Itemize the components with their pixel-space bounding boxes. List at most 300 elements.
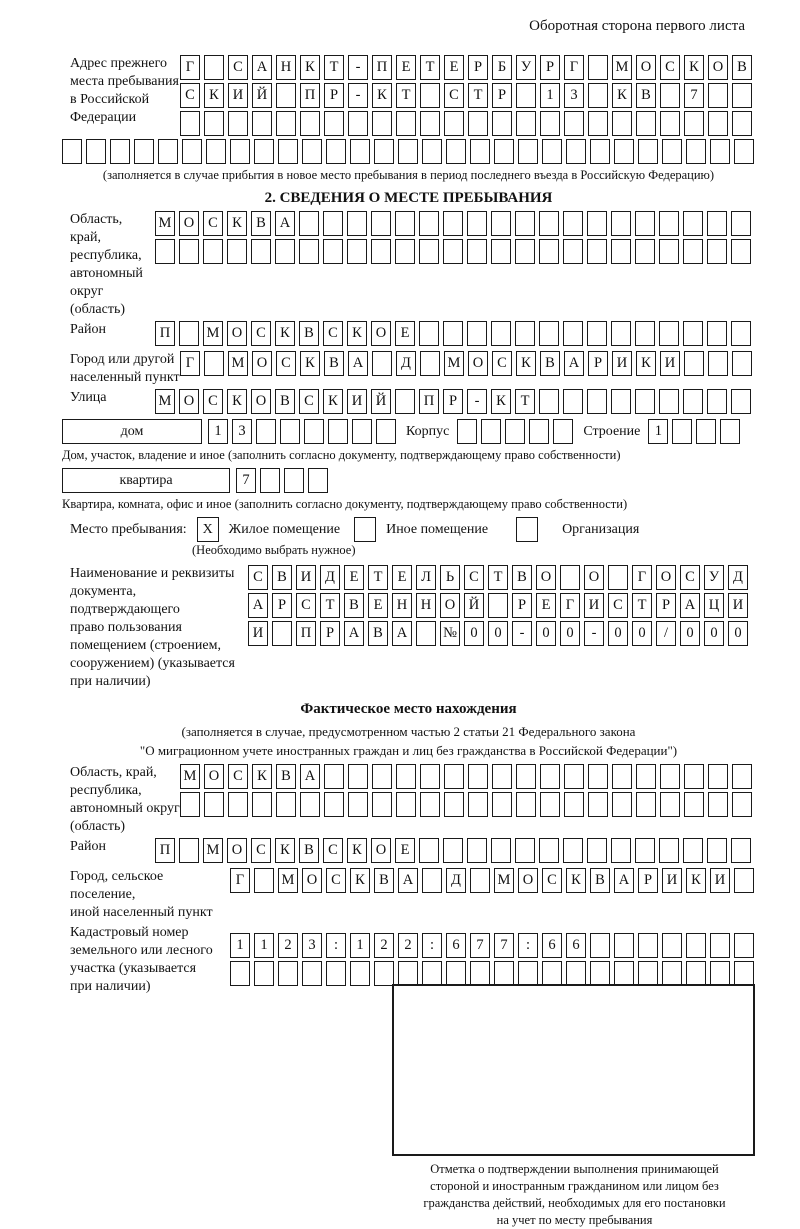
char-cell[interactable] xyxy=(468,764,488,789)
char-cell[interactable] xyxy=(540,764,560,789)
char-cell[interactable]: 1 xyxy=(540,83,560,108)
char-cell[interactable]: 0 xyxy=(728,621,748,646)
char-cell[interactable] xyxy=(588,792,608,817)
char-cell[interactable]: 0 xyxy=(464,621,484,646)
char-cell[interactable] xyxy=(638,961,658,986)
char-cell[interactable] xyxy=(566,139,586,164)
char-cell[interactable] xyxy=(278,961,298,986)
char-cell[interactable] xyxy=(272,621,292,646)
document-row-3[interactable] xyxy=(248,621,755,646)
char-cell[interactable]: А xyxy=(348,351,368,376)
prev-address-row-4[interactable] xyxy=(62,139,755,164)
char-cell[interactable] xyxy=(422,139,442,164)
char-cell[interactable] xyxy=(492,111,512,136)
char-cell[interactable]: О xyxy=(204,764,224,789)
char-cell[interactable]: С xyxy=(276,351,296,376)
char-cell[interactable]: К xyxy=(516,351,536,376)
char-cell[interactable]: В xyxy=(512,565,532,590)
korpus-boxes[interactable] xyxy=(457,419,577,444)
char-cell[interactable] xyxy=(228,792,248,817)
char-cell[interactable] xyxy=(683,239,703,264)
char-cell[interactable] xyxy=(529,419,549,444)
char-cell[interactable]: В xyxy=(344,593,364,618)
char-cell[interactable]: Р xyxy=(324,83,344,108)
char-cell[interactable]: В xyxy=(276,764,296,789)
char-cell[interactable] xyxy=(707,389,727,414)
char-cell[interactable]: Г xyxy=(180,351,200,376)
char-cell[interactable] xyxy=(611,211,631,236)
char-cell[interactable]: Т xyxy=(368,565,388,590)
char-cell[interactable]: П xyxy=(155,838,175,863)
char-cell[interactable]: : xyxy=(518,933,538,958)
char-cell[interactable] xyxy=(588,111,608,136)
char-cell[interactable] xyxy=(540,792,560,817)
char-cell[interactable] xyxy=(731,211,751,236)
char-cell[interactable] xyxy=(347,239,367,264)
char-cell[interactable]: Ь xyxy=(440,565,460,590)
char-cell[interactable] xyxy=(302,961,322,986)
char-cell[interactable] xyxy=(686,933,706,958)
char-cell[interactable]: А xyxy=(680,593,700,618)
char-cell[interactable]: С xyxy=(492,351,512,376)
checkbox-residential[interactable]: X xyxy=(197,517,219,542)
char-cell[interactable]: Н xyxy=(416,593,436,618)
char-cell[interactable]: В xyxy=(374,868,394,893)
char-cell[interactable]: О xyxy=(302,868,322,893)
char-cell[interactable]: П xyxy=(372,55,392,80)
char-cell[interactable]: С xyxy=(228,55,248,80)
char-cell[interactable] xyxy=(443,321,463,346)
char-cell[interactable] xyxy=(304,419,324,444)
char-cell[interactable] xyxy=(635,321,655,346)
char-cell[interactable] xyxy=(420,111,440,136)
document-row-1[interactable] xyxy=(248,565,755,590)
char-cell[interactable]: А xyxy=(564,351,584,376)
char-cell[interactable]: П xyxy=(155,321,175,346)
char-cell[interactable] xyxy=(612,764,632,789)
char-cell[interactable] xyxy=(518,961,538,986)
char-cell[interactable]: Е xyxy=(368,593,388,618)
char-cell[interactable] xyxy=(396,764,416,789)
char-cell[interactable] xyxy=(491,321,511,346)
char-cell[interactable] xyxy=(588,764,608,789)
char-cell[interactable] xyxy=(395,239,415,264)
char-cell[interactable]: - xyxy=(512,621,532,646)
char-cell[interactable] xyxy=(662,139,682,164)
char-cell[interactable]: А xyxy=(275,211,295,236)
char-cell[interactable] xyxy=(542,961,562,986)
char-cell[interactable] xyxy=(396,792,416,817)
char-cell[interactable] xyxy=(708,83,728,108)
char-cell[interactable]: Г xyxy=(180,55,200,80)
char-cell[interactable]: К xyxy=(372,83,392,108)
char-cell[interactable] xyxy=(515,321,535,346)
char-cell[interactable] xyxy=(276,83,296,108)
char-cell[interactable] xyxy=(300,792,320,817)
char-cell[interactable]: Р xyxy=(492,83,512,108)
char-cell[interactable]: К xyxy=(350,868,370,893)
char-cell[interactable] xyxy=(566,961,586,986)
char-cell[interactable] xyxy=(371,211,391,236)
char-cell[interactable]: Е xyxy=(536,593,556,618)
char-cell[interactable]: О xyxy=(179,389,199,414)
char-cell[interactable]: М xyxy=(612,55,632,80)
char-cell[interactable] xyxy=(563,838,583,863)
char-cell[interactable]: М xyxy=(278,868,298,893)
char-cell[interactable] xyxy=(539,838,559,863)
prev-address-row-3[interactable] xyxy=(180,111,756,136)
char-cell[interactable]: 0 xyxy=(560,621,580,646)
char-cell[interactable] xyxy=(348,764,368,789)
char-cell[interactable]: О xyxy=(584,565,604,590)
char-cell[interactable]: К xyxy=(347,321,367,346)
char-cell[interactable]: Р xyxy=(320,621,340,646)
char-cell[interactable] xyxy=(420,792,440,817)
char-cell[interactable]: 0 xyxy=(632,621,652,646)
char-cell[interactable] xyxy=(276,792,296,817)
char-cell[interactable]: М xyxy=(444,351,464,376)
char-cell[interactable]: Н xyxy=(392,593,412,618)
char-cell[interactable] xyxy=(588,83,608,108)
char-cell[interactable] xyxy=(515,211,535,236)
char-cell[interactable]: М xyxy=(203,838,223,863)
char-cell[interactable]: И xyxy=(296,565,316,590)
char-cell[interactable] xyxy=(587,838,607,863)
char-cell[interactable] xyxy=(563,211,583,236)
char-cell[interactable] xyxy=(230,139,250,164)
char-cell[interactable]: 6 xyxy=(566,933,586,958)
char-cell[interactable]: Г xyxy=(560,593,580,618)
char-cell[interactable] xyxy=(446,139,466,164)
char-cell[interactable]: К xyxy=(204,83,224,108)
char-cell[interactable]: И xyxy=(728,593,748,618)
char-cell[interactable]: С xyxy=(326,868,346,893)
char-cell[interactable] xyxy=(708,764,728,789)
char-cell[interactable]: Б xyxy=(492,55,512,80)
char-cell[interactable] xyxy=(416,621,436,646)
char-cell[interactable] xyxy=(539,239,559,264)
char-cell[interactable] xyxy=(457,419,477,444)
region-row-1[interactable] xyxy=(155,211,755,236)
char-cell[interactable] xyxy=(324,111,344,136)
char-cell[interactable] xyxy=(638,139,658,164)
char-cell[interactable] xyxy=(326,139,346,164)
char-cell[interactable] xyxy=(587,211,607,236)
char-cell[interactable] xyxy=(324,792,344,817)
char-cell[interactable]: И xyxy=(228,83,248,108)
cadastral-row-2[interactable] xyxy=(230,961,758,986)
char-cell[interactable]: 2 xyxy=(278,933,298,958)
stroenie-boxes[interactable] xyxy=(648,419,744,444)
char-cell[interactable]: Д xyxy=(320,565,340,590)
char-cell[interactable]: О xyxy=(656,565,676,590)
char-cell[interactable]: А xyxy=(344,621,364,646)
char-cell[interactable] xyxy=(470,139,490,164)
char-cell[interactable] xyxy=(636,792,656,817)
char-cell[interactable]: Г xyxy=(564,55,584,80)
char-cell[interactable]: Д xyxy=(728,565,748,590)
char-cell[interactable]: О xyxy=(536,565,556,590)
char-cell[interactable]: 7 xyxy=(494,933,514,958)
char-cell[interactable]: 3 xyxy=(302,933,322,958)
char-cell[interactable]: В xyxy=(272,565,292,590)
char-cell[interactable] xyxy=(614,933,634,958)
char-cell[interactable] xyxy=(350,961,370,986)
char-cell[interactable]: С xyxy=(680,565,700,590)
char-cell[interactable] xyxy=(732,764,752,789)
char-cell[interactable]: Д xyxy=(446,868,466,893)
checkbox-other-premises[interactable] xyxy=(354,517,376,542)
char-cell[interactable]: - xyxy=(467,389,487,414)
char-cell[interactable]: С xyxy=(608,593,628,618)
char-cell[interactable] xyxy=(206,139,226,164)
char-cell[interactable]: Т xyxy=(468,83,488,108)
char-cell[interactable] xyxy=(179,239,199,264)
char-cell[interactable] xyxy=(376,419,396,444)
char-cell[interactable]: П xyxy=(419,389,439,414)
char-cell[interactable] xyxy=(516,83,536,108)
char-cell[interactable]: : xyxy=(422,933,442,958)
char-cell[interactable] xyxy=(708,792,728,817)
char-cell[interactable] xyxy=(611,838,631,863)
char-cell[interactable] xyxy=(684,792,704,817)
char-cell[interactable] xyxy=(707,239,727,264)
char-cell[interactable] xyxy=(326,961,346,986)
char-cell[interactable] xyxy=(608,565,628,590)
char-cell[interactable] xyxy=(443,838,463,863)
char-cell[interactable]: О xyxy=(227,838,247,863)
char-cell[interactable] xyxy=(563,389,583,414)
char-cell[interactable] xyxy=(518,139,538,164)
char-cell[interactable] xyxy=(280,419,300,444)
char-cell[interactable]: Й xyxy=(464,593,484,618)
char-cell[interactable] xyxy=(347,211,367,236)
fact-district-boxes[interactable] xyxy=(155,838,755,863)
char-cell[interactable] xyxy=(372,792,392,817)
char-cell[interactable] xyxy=(732,83,752,108)
char-cell[interactable] xyxy=(564,764,584,789)
char-cell[interactable]: 7 xyxy=(684,83,704,108)
char-cell[interactable] xyxy=(204,792,224,817)
char-cell[interactable] xyxy=(254,961,274,986)
char-cell[interactable] xyxy=(470,961,490,986)
char-cell[interactable] xyxy=(612,792,632,817)
char-cell[interactable]: Т xyxy=(515,389,535,414)
char-cell[interactable]: - xyxy=(348,83,368,108)
char-cell[interactable] xyxy=(539,321,559,346)
char-cell[interactable] xyxy=(419,838,439,863)
char-cell[interactable]: 3 xyxy=(232,419,252,444)
char-cell[interactable]: О xyxy=(251,389,271,414)
char-cell[interactable]: Е xyxy=(396,55,416,80)
char-cell[interactable] xyxy=(659,211,679,236)
char-cell[interactable] xyxy=(587,321,607,346)
char-cell[interactable]: О xyxy=(179,211,199,236)
char-cell[interactable] xyxy=(636,111,656,136)
char-cell[interactable]: О xyxy=(518,868,538,893)
char-cell[interactable] xyxy=(203,239,223,264)
char-cell[interactable] xyxy=(284,468,304,493)
char-cell[interactable]: В xyxy=(732,55,752,80)
char-cell[interactable]: / xyxy=(656,621,676,646)
char-cell[interactable] xyxy=(260,468,280,493)
district-boxes[interactable] xyxy=(155,321,755,346)
char-cell[interactable]: - xyxy=(584,621,604,646)
char-cell[interactable]: В xyxy=(636,83,656,108)
char-cell[interactable] xyxy=(672,419,692,444)
char-cell[interactable]: А xyxy=(614,868,634,893)
char-cell[interactable] xyxy=(539,389,559,414)
char-cell[interactable] xyxy=(491,211,511,236)
char-cell[interactable] xyxy=(659,321,679,346)
char-cell[interactable]: О xyxy=(440,593,460,618)
city-boxes[interactable] xyxy=(180,351,756,376)
char-cell[interactable]: С xyxy=(464,565,484,590)
char-cell[interactable]: А xyxy=(248,593,268,618)
char-cell[interactable]: С xyxy=(660,55,680,80)
char-cell[interactable] xyxy=(614,139,634,164)
char-cell[interactable] xyxy=(422,961,442,986)
char-cell[interactable] xyxy=(516,764,536,789)
char-cell[interactable] xyxy=(707,838,727,863)
char-cell[interactable]: К xyxy=(491,389,511,414)
char-cell[interactable]: Й xyxy=(252,83,272,108)
char-cell[interactable] xyxy=(732,792,752,817)
char-cell[interactable] xyxy=(590,139,610,164)
char-cell[interactable] xyxy=(515,838,535,863)
char-cell[interactable] xyxy=(638,933,658,958)
char-cell[interactable]: П xyxy=(300,83,320,108)
char-cell[interactable]: Т xyxy=(632,593,652,618)
char-cell[interactable] xyxy=(371,239,391,264)
char-cell[interactable]: Н xyxy=(276,55,296,80)
char-cell[interactable] xyxy=(420,764,440,789)
char-cell[interactable] xyxy=(505,419,525,444)
char-cell[interactable] xyxy=(683,838,703,863)
char-cell[interactable] xyxy=(708,351,728,376)
char-cell[interactable] xyxy=(179,321,199,346)
char-cell[interactable]: К xyxy=(684,55,704,80)
char-cell[interactable]: С xyxy=(323,838,343,863)
char-cell[interactable]: М xyxy=(494,868,514,893)
char-cell[interactable] xyxy=(734,868,754,893)
char-cell[interactable] xyxy=(470,868,490,893)
char-cell[interactable] xyxy=(348,111,368,136)
char-cell[interactable]: 1 xyxy=(350,933,370,958)
char-cell[interactable]: С xyxy=(203,389,223,414)
char-cell[interactable] xyxy=(420,351,440,376)
char-cell[interactable] xyxy=(659,389,679,414)
char-cell[interactable] xyxy=(110,139,130,164)
char-cell[interactable] xyxy=(635,838,655,863)
char-cell[interactable]: С xyxy=(299,389,319,414)
char-cell[interactable]: Р xyxy=(272,593,292,618)
char-cell[interactable]: 0 xyxy=(536,621,556,646)
char-cell[interactable] xyxy=(467,239,487,264)
char-cell[interactable] xyxy=(467,838,487,863)
char-cell[interactable] xyxy=(372,764,392,789)
char-cell[interactable]: В xyxy=(324,351,344,376)
char-cell[interactable]: С xyxy=(203,211,223,236)
char-cell[interactable] xyxy=(683,321,703,346)
char-cell[interactable] xyxy=(635,389,655,414)
char-cell[interactable]: Р xyxy=(468,55,488,80)
char-cell[interactable]: М xyxy=(228,351,248,376)
char-cell[interactable]: К xyxy=(323,389,343,414)
char-cell[interactable] xyxy=(374,139,394,164)
apartment-boxes[interactable] xyxy=(236,468,332,493)
char-cell[interactable] xyxy=(662,933,682,958)
char-cell[interactable]: Е xyxy=(444,55,464,80)
char-cell[interactable] xyxy=(611,239,631,264)
char-cell[interactable] xyxy=(614,961,634,986)
char-cell[interactable]: 0 xyxy=(608,621,628,646)
char-cell[interactable] xyxy=(683,389,703,414)
char-cell[interactable] xyxy=(227,239,247,264)
char-cell[interactable] xyxy=(252,111,272,136)
char-cell[interactable]: В xyxy=(299,838,319,863)
char-cell[interactable] xyxy=(422,868,442,893)
char-cell[interactable]: Ц xyxy=(704,593,724,618)
char-cell[interactable]: И xyxy=(347,389,367,414)
char-cell[interactable] xyxy=(710,961,730,986)
char-cell[interactable]: Г xyxy=(632,565,652,590)
char-cell[interactable]: К xyxy=(300,55,320,80)
char-cell[interactable]: М xyxy=(155,389,175,414)
char-cell[interactable]: Р xyxy=(443,389,463,414)
char-cell[interactable] xyxy=(710,933,730,958)
char-cell[interactable]: М xyxy=(203,321,223,346)
char-cell[interactable] xyxy=(590,933,610,958)
char-cell[interactable]: О xyxy=(252,351,272,376)
char-cell[interactable]: С xyxy=(251,838,271,863)
region-row-2[interactable] xyxy=(155,239,755,264)
fact-city-boxes[interactable] xyxy=(230,868,758,893)
char-cell[interactable] xyxy=(539,211,559,236)
char-cell[interactable]: Т xyxy=(396,83,416,108)
char-cell[interactable] xyxy=(684,351,704,376)
char-cell[interactable]: 3 xyxy=(564,83,584,108)
char-cell[interactable] xyxy=(444,764,464,789)
char-cell[interactable] xyxy=(708,111,728,136)
char-cell[interactable]: И xyxy=(710,868,730,893)
char-cell[interactable] xyxy=(278,139,298,164)
cadastral-row-1[interactable] xyxy=(230,933,758,958)
char-cell[interactable] xyxy=(635,239,655,264)
char-cell[interactable]: К xyxy=(227,211,247,236)
char-cell[interactable]: С xyxy=(296,593,316,618)
char-cell[interactable] xyxy=(540,111,560,136)
char-cell[interactable] xyxy=(516,111,536,136)
char-cell[interactable]: 0 xyxy=(488,621,508,646)
char-cell[interactable]: Е xyxy=(395,838,415,863)
char-cell[interactable]: В xyxy=(540,351,560,376)
char-cell[interactable]: : xyxy=(326,933,346,958)
char-cell[interactable]: Г xyxy=(230,868,250,893)
char-cell[interactable] xyxy=(710,139,730,164)
char-cell[interactable] xyxy=(300,111,320,136)
char-cell[interactable] xyxy=(180,792,200,817)
char-cell[interactable] xyxy=(660,764,680,789)
char-cell[interactable]: Д xyxy=(396,351,416,376)
char-cell[interactable]: О xyxy=(708,55,728,80)
char-cell[interactable]: Т xyxy=(420,55,440,80)
char-cell[interactable]: Т xyxy=(320,593,340,618)
char-cell[interactable] xyxy=(350,139,370,164)
char-cell[interactable] xyxy=(308,468,328,493)
char-cell[interactable] xyxy=(395,389,415,414)
char-cell[interactable] xyxy=(228,111,248,136)
